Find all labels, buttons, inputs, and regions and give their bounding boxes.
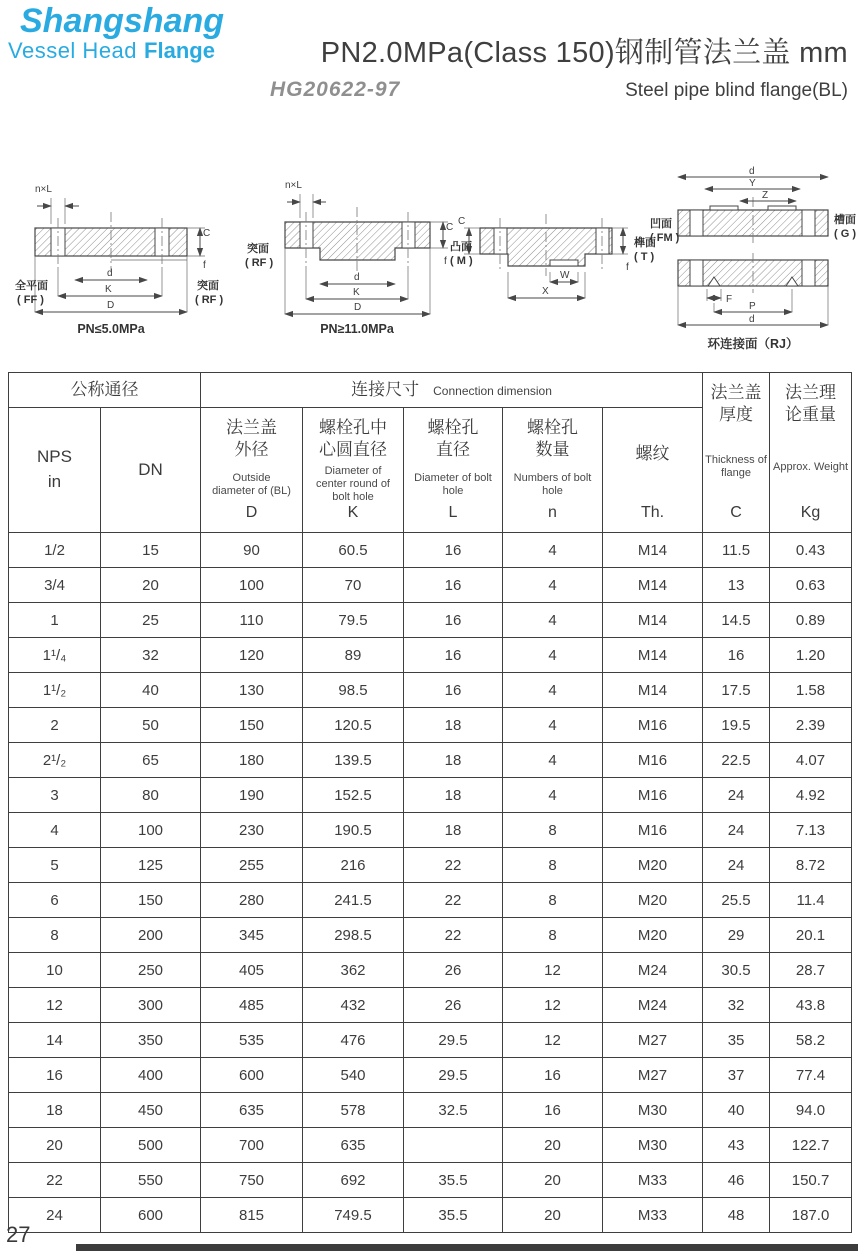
dim-label-z: Z [762,190,769,201]
brand-name: Shangshang [20,2,225,40]
table-cell: 22 [9,1163,101,1198]
page-title: PN2.0MPa(Class 150)钢制管法兰盖 mm [320,37,848,69]
table-cell: 1.20 [770,638,852,673]
table-cell: 25 [101,603,201,638]
table-row [9,1093,852,1128]
table-cell: 18 [9,1093,101,1128]
table-cell: 6 [9,883,101,918]
table-cell: 8 [9,918,101,953]
dim-label-f: F [726,294,733,305]
col-group-connection-dimension [201,373,703,408]
group-connection-en: Connection dimension [433,383,552,398]
flange-diagrams [0,0,858,360]
table-cell: 750 [201,1163,303,1198]
table-cell: 4.07 [770,743,852,778]
table-cell: 26 [404,988,503,1023]
table-cell: M27 [603,1058,703,1093]
table-cell: 13 [703,568,770,603]
table-cell: 32 [101,638,201,673]
table-cell: 1¹/₄ [9,638,101,673]
table-cell: 16 [703,638,770,673]
table-cell: 130 [201,673,303,708]
table-row [9,1163,852,1198]
table-cell: 152.5 [303,778,404,813]
table-cell: 79.5 [303,603,404,638]
table-cell: 122.7 [770,1128,852,1163]
table-cell: 540 [303,1058,404,1093]
flange-spec-table [8,372,852,1233]
table-cell: 37 [703,1058,770,1093]
table-cell: 35.5 [404,1163,503,1198]
dim-label-k: K [353,287,360,298]
table-cell: 280 [201,883,303,918]
col-header-outside-diameter [201,408,303,533]
table-cell: 20 [503,1198,603,1233]
table-cell: 11.5 [703,533,770,568]
table-cell: 2¹/₂ [9,743,101,778]
bc-symbol: K [347,504,359,522]
table-cell: 12 [503,1023,603,1058]
table-cell: 22.5 [703,743,770,778]
table-cell: 70 [303,568,404,603]
table-cell: 48 [703,1198,770,1233]
table-cell: 125 [101,848,201,883]
table-cell: 16 [404,638,503,673]
col-header-bolt-hole-diameter [404,408,503,533]
table-row [9,1058,852,1093]
dim-label-c: C [203,228,211,239]
table-cell: 40 [703,1093,770,1128]
table-cell: 1 [9,603,101,638]
table-cell: 22 [404,918,503,953]
bn-en: Numbers of bolt hole [513,471,592,497]
table-cell: 5 [9,848,101,883]
table-cell: 89 [303,638,404,673]
col-header-bolt-number [503,408,603,533]
table-cell: 600 [201,1058,303,1093]
face-label-fm-code: ( FM ) [650,232,680,244]
page-number: 27 [6,1222,31,1247]
diagram2-caption: PN≥11.0MPa [320,322,394,336]
table-cell: 2 [9,708,101,743]
table-cell: 14 [9,1023,101,1058]
dim-label-c: C [446,222,454,233]
diagram1-caption: PN≤5.0MPa [77,322,145,336]
face-label-rf-code: ( RF ) [195,294,224,306]
table-row [9,673,852,708]
diagram4-caption: 环连接面（RJ） [707,337,799,351]
table-row [9,953,852,988]
thickness-symbol: C [730,504,742,522]
nps-label: NPS [37,447,72,467]
table-cell: 578 [303,1093,404,1128]
table-cell: 700 [201,1128,303,1163]
table-cell: 180 [201,743,303,778]
table-cell: M33 [603,1163,703,1198]
table-cell: 4 [9,813,101,848]
thread-zh: 螺纹 [635,444,670,463]
table-cell: 230 [201,813,303,848]
table-cell: 187.0 [770,1198,852,1233]
table-cell: 94.0 [770,1093,852,1128]
weight-zh-1: 法兰理 [785,383,837,402]
table-cell: 362 [303,953,404,988]
table-cell: 32 [703,988,770,1023]
table-cell: 28.7 [770,953,852,988]
face-label-ff: 全平面 [15,280,48,292]
table-cell: 20 [503,1128,603,1163]
table-cell: M14 [603,638,703,673]
table-cell: 15 [101,533,201,568]
table-cell: 8 [503,918,603,953]
table-cell: 3 [9,778,101,813]
table-cell: 4 [503,743,603,778]
bn-symbol: n [548,504,557,522]
table-row [9,568,852,603]
table-cell: 35.5 [404,1198,503,1233]
dim-label-f: f [444,256,447,267]
table-cell: 120.5 [303,708,404,743]
table-cell: M14 [603,673,703,708]
table-cell: 50 [101,708,201,743]
table-cell: 24 [703,813,770,848]
table-cell: 24 [9,1198,101,1233]
dn-label: DN [138,459,163,479]
bn-zh-2: 数量 [535,440,570,460]
col-header-weight [770,373,852,533]
table-cell: 16 [404,673,503,708]
table-cell: 4 [503,533,603,568]
col-header-thickness [703,373,770,533]
table-cell: 8 [503,883,603,918]
table-cell: 1.58 [770,673,852,708]
table-cell: 40 [101,673,201,708]
table-cell: 0.63 [770,568,852,603]
dim-label-d: d [107,268,113,279]
dim-label-f: f [203,260,206,271]
weight-zh-2: 论重量 [785,405,837,425]
weight-en: Approx. Weight [773,460,849,473]
table-cell: 345 [201,918,303,953]
dim-label-f: f [626,262,629,273]
table-cell: M20 [603,918,703,953]
face-label-t-code: ( T ) [634,251,655,263]
dim-label-nxl: n×L [35,184,52,195]
dim-label-nxl: n×L [285,180,302,191]
table-cell: 90 [201,533,303,568]
dim-label-D: D [107,300,115,311]
table-row [9,988,852,1023]
table-cell: 241.5 [303,883,404,918]
table-row [9,848,852,883]
table-cell: 20.1 [770,918,852,953]
table-cell: 16 [9,1058,101,1093]
table-cell: 815 [201,1198,303,1233]
table-cell: 100 [201,568,303,603]
table-cell: 432 [303,988,404,1023]
table-cell: 32.5 [404,1093,503,1128]
table-cell: M27 [603,1023,703,1058]
dim-label-k: K [105,284,112,295]
table-cell: 43 [703,1128,770,1163]
table-cell: 12 [503,988,603,1023]
table-cell: 20 [503,1163,603,1198]
col-header-nps [9,408,101,533]
table-row [9,533,852,568]
table-row [9,708,852,743]
weight-symbol: Kg [800,504,821,522]
table-cell: 250 [101,953,201,988]
bc-zh-1: 螺栓孔中 [319,418,387,437]
dim-label-c: C [458,216,466,227]
table-cell: 22 [404,883,503,918]
table-cell: 18 [404,813,503,848]
col-header-dn [101,408,201,533]
table-cell: 150 [201,708,303,743]
table-cell: M24 [603,988,703,1023]
table-row [9,883,852,918]
table-cell: 98.5 [303,673,404,708]
face-label-m-code: ( M ) [450,255,473,267]
table-cell: 11.4 [770,883,852,918]
table-cell: 8.72 [770,848,852,883]
table-cell: 100 [101,813,201,848]
table-cell: 25.5 [703,883,770,918]
dim-label-y: Y [749,178,756,189]
dim-label-d-top: d [749,166,755,177]
bn-zh-1: 螺栓孔 [527,418,578,437]
dim-label-D: D [354,302,362,313]
table-cell: 500 [101,1128,201,1163]
table-cell: M14 [603,603,703,638]
table-cell: 17.5 [703,673,770,708]
table-cell: 29.5 [404,1023,503,1058]
thickness-zh-1: 法兰盖 [710,383,762,402]
col-group-nominal-diameter [9,373,201,408]
table-cell: 22 [404,848,503,883]
table-row [9,1128,852,1163]
table-cell: 8 [503,848,603,883]
bc-zh-2: 心圆直径 [319,440,387,460]
face-label-m: 凸面 [450,241,472,253]
table-cell: 18 [404,743,503,778]
table-cell: M33 [603,1198,703,1233]
table-cell: 16 [503,1093,603,1128]
bh-zh-1: 螺栓孔 [427,418,479,437]
flange-diagram-ff-rf [15,172,230,347]
table-row [9,638,852,673]
table-cell: M16 [603,743,703,778]
table-cell: M20 [603,848,703,883]
table-cell: 60.5 [303,533,404,568]
table-cell: 16 [404,533,503,568]
table-cell: 255 [201,848,303,883]
face-label-g-code: ( G ) [834,228,856,240]
table-cell: 4 [503,673,603,708]
table-cell: 216 [303,848,404,883]
table-cell: 110 [201,603,303,638]
table-cell: 535 [201,1023,303,1058]
table-cell: 4 [503,603,603,638]
bh-en: Diameter of bolt hole [414,471,492,497]
table-cell: 65 [101,743,201,778]
table-cell: 1¹/₂ [9,673,101,708]
table-cell: 635 [201,1093,303,1128]
table-cell: 35 [703,1023,770,1058]
table-cell: 300 [101,988,201,1023]
flange-diagram-m-t [450,172,660,347]
table-cell: 476 [303,1023,404,1058]
face-label-rf: 突面 [247,243,269,255]
table-cell: 16 [404,568,503,603]
face-label-rf: 突面 [197,280,219,292]
subtitle-english: Steel pipe blind flange(BL) [625,80,848,101]
table-cell: 3/4 [9,568,101,603]
table-cell: M16 [603,813,703,848]
table-cell: 8 [503,813,603,848]
table-row [9,813,852,848]
table-cell: 150 [101,883,201,918]
table-cell: 550 [101,1163,201,1198]
flange-diagram-fm-g-rj [650,165,858,355]
table-cell: M16 [603,708,703,743]
table-cell: 2.39 [770,708,852,743]
table-row [9,743,852,778]
table-cell: 190 [201,778,303,813]
od-zh-2: 外径 [234,440,269,460]
table-cell: 1/2 [9,533,101,568]
brand-tagline-vessel: Vessel Head [8,38,138,63]
table-cell: 450 [101,1093,201,1128]
od-zh-1: 法兰盖 [226,418,277,437]
table-cell: 485 [201,988,303,1023]
table-cell: 7.13 [770,813,852,848]
group-nominal-label: 公称通径 [70,379,139,399]
bc-en: Diameter of center round of bolt hole [316,465,390,504]
table-cell: 43.8 [770,988,852,1023]
table-row [9,778,852,813]
table-row [9,1023,852,1058]
table-cell: 29 [703,918,770,953]
table-cell: 150.7 [770,1163,852,1198]
table-cell: M30 [603,1128,703,1163]
group-connection-zh: 连接尺寸 [351,379,420,399]
table-header [9,373,852,533]
table-cell: 139.5 [303,743,404,778]
table-cell: 12 [9,988,101,1023]
table-cell: 400 [101,1058,201,1093]
face-label-g: 槽面 [834,214,856,226]
table-body [9,533,852,1233]
table-cell: 19.5 [703,708,770,743]
table-cell: 4 [503,778,603,813]
table-cell: 405 [201,953,303,988]
table-cell: 24 [703,848,770,883]
footer-bar [76,1244,858,1251]
dim-label-x: X [542,286,549,297]
table-cell: 20 [9,1128,101,1163]
table-cell: 120 [201,638,303,673]
table-cell: 4 [503,568,603,603]
face-label-ff-code: ( FF ) [17,294,44,306]
table-row [9,603,852,638]
table-cell: 12 [503,953,603,988]
table-row [9,1198,852,1233]
nps-unit: in [47,471,62,491]
bh-zh-2: 直径 [436,440,470,460]
face-label-rf-code: ( RF ) [245,257,274,269]
flange-diagram-rf-high [245,172,460,347]
table-cell: 749.5 [303,1198,404,1233]
table-cell: 80 [101,778,201,813]
table-cell [404,1128,503,1163]
od-symbol: D [245,504,258,522]
table-cell: 16 [404,603,503,638]
table-cell: M14 [603,568,703,603]
bh-symbol: L [448,504,458,522]
table-cell: 18 [404,708,503,743]
dim-label-w: W [560,270,570,281]
table-cell: 77.4 [770,1058,852,1093]
table-cell: 4 [503,638,603,673]
table-cell: 0.89 [770,603,852,638]
table-cell: 350 [101,1023,201,1058]
table-cell: 298.5 [303,918,404,953]
table-cell: 635 [303,1128,404,1163]
table-cell: 4.92 [770,778,852,813]
table-cell: 692 [303,1163,404,1198]
table-cell: 14.5 [703,603,770,638]
table-cell: M16 [603,778,703,813]
table-cell: 26 [404,953,503,988]
face-label-t: 榫面 [634,237,656,249]
table-cell: 10 [9,953,101,988]
face-label-fm: 凹面 [650,218,672,230]
table-cell: 24 [703,778,770,813]
table-cell: M30 [603,1093,703,1128]
table-cell: 190.5 [303,813,404,848]
table-cell: M20 [603,883,703,918]
dim-label-p: P [749,301,756,312]
table-cell: M14 [603,533,703,568]
table-cell: 200 [101,918,201,953]
thread-symbol: Th. [640,504,665,522]
table-cell: 0.43 [770,533,852,568]
table-cell: 16 [503,1058,603,1093]
table-cell: 58.2 [770,1023,852,1058]
dim-label-d-bottom: d [749,314,755,325]
dim-label-d: d [354,272,360,283]
table-cell: 20 [101,568,201,603]
od-en: Outside diameter of (BL) [212,471,291,497]
table-cell: 29.5 [404,1058,503,1093]
table-cell: 18 [404,778,503,813]
table-row [9,918,852,953]
table-cell: 600 [101,1198,201,1233]
thickness-zh-2: 厚度 [719,405,754,425]
brand-tagline-flange: Flange [144,38,215,63]
table-cell: 30.5 [703,953,770,988]
col-header-bolt-circle [303,408,404,533]
thickness-en: Thickness of flange [705,454,767,480]
table-cell: 4 [503,708,603,743]
table-cell: 46 [703,1163,770,1198]
col-header-thread [603,408,703,533]
standard-number: HG20622-97 [270,78,401,101]
table-cell: M24 [603,953,703,988]
